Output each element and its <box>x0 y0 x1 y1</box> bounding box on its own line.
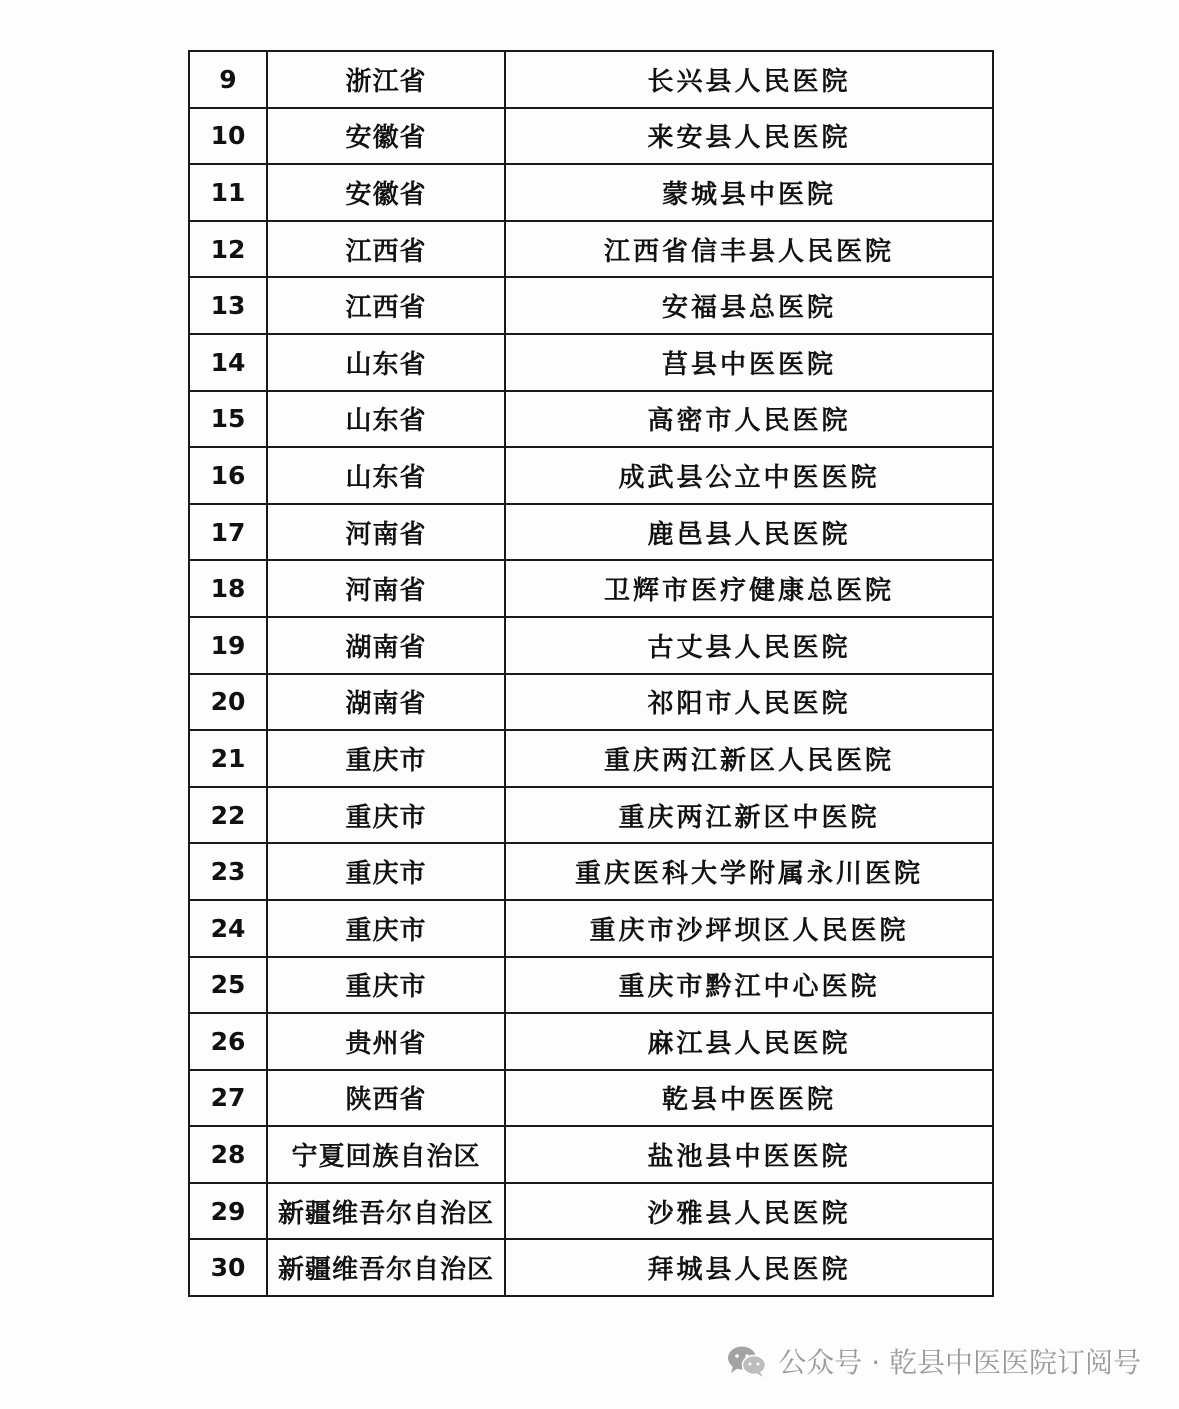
table-row <box>189 560 993 617</box>
hospital-cell: 安福县总医院 <box>505 277 993 334</box>
row-number: 18 <box>189 560 267 617</box>
table-row <box>189 108 993 165</box>
hospital-cell: 重庆两江新区人民医院 <box>505 730 993 787</box>
table-row <box>189 1183 993 1240</box>
hospital-cell: 来安县人民医院 <box>505 108 993 165</box>
row-number: 30 <box>189 1239 267 1296</box>
table-row <box>189 391 993 448</box>
hospital-cell: 成武县公立中医医院 <box>505 447 993 504</box>
watermark <box>726 1341 1141 1381</box>
table-row <box>189 51 993 108</box>
province-cell: 江西省 <box>267 277 505 334</box>
row-number: 26 <box>189 1013 267 1070</box>
hospital-cell: 乾县中医医院 <box>505 1070 993 1127</box>
table-row <box>189 334 993 391</box>
row-number: 13 <box>189 277 267 334</box>
row-number: 19 <box>189 617 267 674</box>
province-cell: 重庆市 <box>267 730 505 787</box>
row-number: 14 <box>189 334 267 391</box>
province-cell: 湖南省 <box>267 617 505 674</box>
province-cell: 浙江省 <box>267 51 505 108</box>
row-number: 12 <box>189 221 267 278</box>
row-number: 11 <box>189 164 267 221</box>
hospital-cell: 蒙城县中医院 <box>505 164 993 221</box>
hospital-cell: 鹿邑县人民医院 <box>505 504 993 561</box>
hospital-cell: 重庆市沙坪坝区人民医院 <box>505 900 993 957</box>
province-cell: 重庆市 <box>267 957 505 1014</box>
hospital-cell: 卫辉市医疗健康总医院 <box>505 560 993 617</box>
table-row <box>189 1239 993 1296</box>
province-cell: 新疆维吾尔自治区 <box>267 1239 505 1296</box>
hospital-cell: 沙雅县人民医院 <box>505 1183 993 1240</box>
table-row <box>189 787 993 844</box>
hospital-cell: 盐池县中医医院 <box>505 1126 993 1183</box>
table-row <box>189 617 993 674</box>
watermark-text: 公众号 · 乾县中医医院订阅号 <box>778 1346 1141 1379</box>
row-number: 21 <box>189 730 267 787</box>
row-number: 17 <box>189 504 267 561</box>
row-number: 9 <box>189 51 267 108</box>
row-number: 10 <box>189 108 267 165</box>
province-cell: 湖南省 <box>267 674 505 731</box>
hospital-cell: 重庆医科大学附属永川医院 <box>505 843 993 900</box>
province-cell: 河南省 <box>267 560 505 617</box>
province-cell: 安徽省 <box>267 164 505 221</box>
table-row <box>189 957 993 1014</box>
hospital-cell: 莒县中医医院 <box>505 334 993 391</box>
table-row <box>189 900 993 957</box>
province-cell: 安徽省 <box>267 108 505 165</box>
hospital-cell: 长兴县人民医院 <box>505 51 993 108</box>
row-number: 24 <box>189 900 267 957</box>
table-row <box>189 221 993 278</box>
row-number: 25 <box>189 957 267 1014</box>
hospital-cell: 祁阳市人民医院 <box>505 674 993 731</box>
hospital-cell: 高密市人民医院 <box>505 391 993 448</box>
row-number: 28 <box>189 1126 267 1183</box>
province-cell: 重庆市 <box>267 843 505 900</box>
province-cell: 贵州省 <box>267 1013 505 1070</box>
row-number: 15 <box>189 391 267 448</box>
province-cell: 宁夏回族自治区 <box>267 1126 505 1183</box>
table-row <box>189 843 993 900</box>
table-body <box>189 51 993 1296</box>
hospital-cell: 拜城县人民医院 <box>505 1239 993 1296</box>
province-cell: 河南省 <box>267 504 505 561</box>
table-row <box>189 164 993 221</box>
hospital-cell: 古丈县人民医院 <box>505 617 993 674</box>
table-row <box>189 1013 993 1070</box>
province-cell: 新疆维吾尔自治区 <box>267 1183 505 1240</box>
table-row <box>189 504 993 561</box>
row-number: 22 <box>189 787 267 844</box>
province-cell: 重庆市 <box>267 900 505 957</box>
hospital-cell: 麻江县人民医院 <box>505 1013 993 1070</box>
province-cell: 山东省 <box>267 447 505 504</box>
wechat-icon <box>726 1344 768 1378</box>
table-row <box>189 1126 993 1183</box>
province-cell: 山东省 <box>267 391 505 448</box>
province-cell: 重庆市 <box>267 787 505 844</box>
row-number: 27 <box>189 1070 267 1127</box>
table-row <box>189 447 993 504</box>
hospital-cell: 重庆市黔江中心医院 <box>505 957 993 1014</box>
table-row <box>189 1070 993 1127</box>
row-number: 20 <box>189 674 267 731</box>
table-row <box>189 674 993 731</box>
row-number: 29 <box>189 1183 267 1240</box>
table-row <box>189 277 993 334</box>
province-cell: 江西省 <box>267 221 505 278</box>
table-row <box>189 730 993 787</box>
hospital-cell: 重庆两江新区中医院 <box>505 787 993 844</box>
row-number: 16 <box>189 447 267 504</box>
province-cell: 山东省 <box>267 334 505 391</box>
province-cell: 陕西省 <box>267 1070 505 1127</box>
hospital-list-table <box>188 50 994 1297</box>
row-number: 23 <box>189 843 267 900</box>
hospital-cell: 江西省信丰县人民医院 <box>505 221 993 278</box>
